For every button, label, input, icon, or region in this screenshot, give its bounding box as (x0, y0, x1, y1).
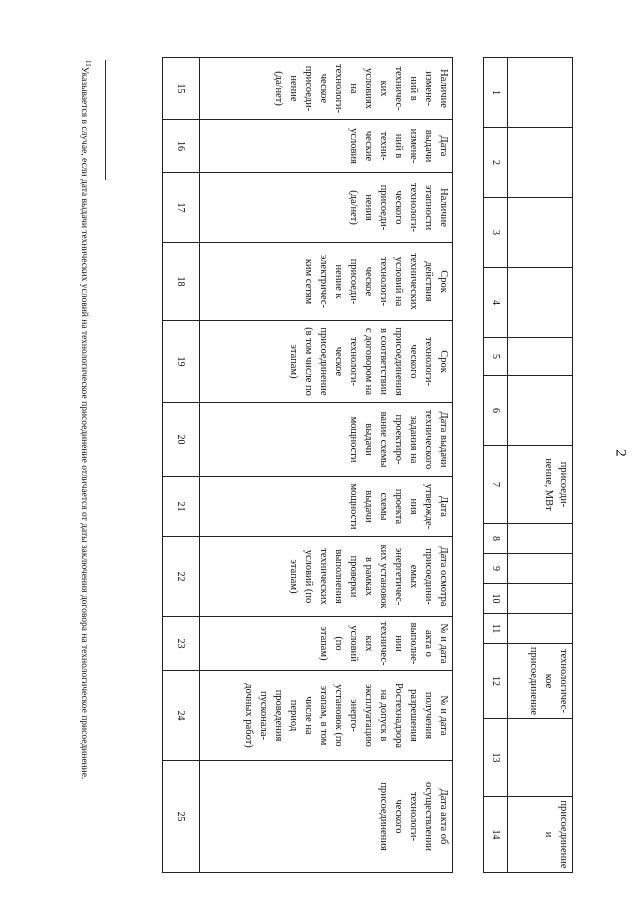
bottom-number-cell-text: 18 (175, 276, 187, 287)
bottom-header-cell-text: Срок действия технических условий на технологи- ческое присоеди- нение к электричес- ким сетям (303, 253, 449, 310)
top-number-cell-8 (484, 524, 508, 554)
bottom-header-cell-3 (200, 173, 453, 243)
top-header-cell-13 (507, 719, 572, 797)
bottom-header-cell-2 (200, 120, 453, 173)
top-header-cell-12 (507, 644, 572, 719)
bottom-header-cell-text: № и дата акта о выполне- нии техничес- ких условий (по этапам) (318, 621, 449, 666)
bottom-header-cell-9 (200, 617, 453, 671)
bottom-number-cell-9 (163, 617, 200, 671)
top-header-cell-7 (507, 446, 572, 524)
bottom-header-cell-text: Наличие измене- ний в техничес- ких условиях на технологи- ческое присоеди- нение (да/нет) (273, 63, 449, 113)
top-number-cell-text: 10 (489, 593, 501, 604)
top-header-cell-text: присоеди- нение, МВт (543, 458, 569, 511)
bottom-number-cell-text: 15 (175, 83, 187, 94)
top-number-cell-7 (484, 446, 508, 524)
top-header-cell-text: присоединение и (543, 800, 569, 869)
footnote-text: Указывается в случае, если дата выдачи технических условий на технологическое присоединение отличается от даты заключения договора на технологическое присоединение. (78, 66, 89, 780)
page-number: 2 (612, 449, 629, 457)
top-number-cell-text: 9 (489, 566, 501, 571)
top-number-cell-text: 2 (489, 160, 501, 165)
bottom-number-cell-text: 25 (175, 811, 187, 822)
bottom-number-cell-text: 24 (175, 710, 187, 721)
bottom-number-cell-text: 19 (175, 356, 187, 367)
bottom-number-cell-1 (163, 58, 200, 120)
top-number-cell-text: 12 (489, 676, 501, 686)
bottom-header-cell-text: Срок технологи- ческого присоединения в соответствии с договором на технологи- ческое присоединение (в том числе по этапам) (288, 327, 449, 396)
bottom-header-cell-10 (200, 671, 453, 761)
bottom-header-cell-text: Дата выдачи измене- ний в техни- ческие условия (348, 128, 449, 164)
bottom-number-cell-2 (163, 120, 200, 173)
bottom-number-cell-text: 22 (175, 571, 187, 582)
top-number-cell-text: 6 (489, 408, 501, 413)
top-number-cell-9 (484, 554, 508, 584)
bottom-header-cell-text: Дата выдачи технического задания на проектиро- вание схемы выдачи мощности (348, 409, 449, 470)
bottom-header-cell-text: Дата утвержде- ния проекта схемы выдачи мощности (348, 483, 449, 530)
top-number-cell-text: 4 (489, 300, 501, 305)
bottom-number-cell-4 (163, 243, 200, 321)
top-header-cell-9 (507, 554, 572, 584)
bottom-header-cell-6 (200, 403, 453, 477)
top-header-cell-8 (507, 524, 572, 554)
bottom-header-cell-text: № и дата получения разрешения Ростехнадзора на допуск в эксплуатацию энерго- установок (по этапам, в том числе на период проведения пусконала- дочных работ) (243, 682, 449, 749)
top-number-cell-5 (484, 338, 508, 376)
bottom-number-cell-10 (163, 671, 200, 761)
bottom-number-cell-text: 21 (175, 501, 187, 512)
top-header-cell-6 (507, 376, 572, 446)
bottom-number-cell-text: 17 (175, 202, 187, 213)
bottom-number-cell-text: 20 (175, 434, 187, 445)
top-number-cell-3 (484, 198, 508, 268)
top-number-cell-text: 14 (489, 829, 501, 840)
top-header-cell-4 (507, 268, 572, 338)
bottom-table (162, 57, 453, 873)
top-header-cell-text: технологичес- кое присоединение (528, 646, 569, 716)
bottom-number-cell-7 (163, 477, 200, 537)
top-number-cell-1 (484, 58, 508, 128)
footnote (77, 60, 94, 850)
bottom-header-cell-7 (200, 477, 453, 537)
bottom-header-cell-4 (200, 243, 453, 321)
top-number-cell-13 (484, 719, 508, 797)
bottom-header-row (200, 58, 453, 873)
top-number-cell-2 (484, 128, 508, 198)
bottom-number-cell-8 (163, 537, 200, 617)
top-number-cell-text: 3 (489, 230, 501, 235)
bottom-number-cell-5 (163, 321, 200, 403)
top-header-cell-3 (507, 198, 572, 268)
bottom-header-cell-11 (200, 761, 453, 873)
top-header-cell-10 (507, 584, 572, 614)
bottom-header-cell-text: Дата осмотра присоедини- емых энергетичес- ких установок в рамках проверки выполнения технических условий (по этапам) (288, 544, 449, 609)
top-number-cell-text: 8 (489, 536, 501, 541)
bottom-header-cell-1 (200, 58, 453, 120)
top-number-cell-10 (484, 584, 508, 614)
bottom-number-cell-text: 16 (175, 141, 187, 151)
footnote-divider (105, 60, 106, 180)
bottom-number-cell-text: 23 (175, 638, 187, 649)
footnote-marker: 11 (84, 60, 92, 67)
top-number-cell-12 (484, 644, 508, 719)
bottom-number-cell-3 (163, 173, 200, 243)
top-header-cell-5 (507, 338, 572, 376)
top-header-row (507, 58, 572, 873)
top-table-continuation (483, 57, 573, 873)
bottom-header-cell-5 (200, 321, 453, 403)
bottom-header-cell-text: Наличие этапности технологи- ческого присоеди- нения (да/нет) (348, 182, 449, 232)
top-header-cell-11 (507, 614, 572, 644)
top-number-cell-6 (484, 376, 508, 446)
bottom-header-cell-8 (200, 537, 453, 617)
bottom-header-cell-text: Дата акта об осуществлении технологи- ческого присоединения (378, 781, 449, 852)
top-number-cell-text: 13 (489, 752, 501, 763)
bottom-number-cell-6 (163, 403, 200, 477)
top-number-cell-11 (484, 614, 508, 644)
top-number-cell-text: 11 (489, 623, 501, 634)
top-number-cell-text: 5 (489, 354, 501, 359)
bottom-number-cell-11 (163, 761, 200, 873)
top-number-cell-text: 1 (489, 90, 501, 95)
top-header-cell-2 (507, 128, 572, 198)
top-number-cell-4 (484, 268, 508, 338)
top-number-row (484, 58, 508, 873)
top-header-cell-1 (507, 58, 572, 128)
top-number-cell-text: 7 (489, 482, 501, 487)
bottom-number-row (163, 58, 200, 873)
top-number-cell-14 (484, 797, 508, 873)
top-header-cell-14 (507, 797, 572, 873)
